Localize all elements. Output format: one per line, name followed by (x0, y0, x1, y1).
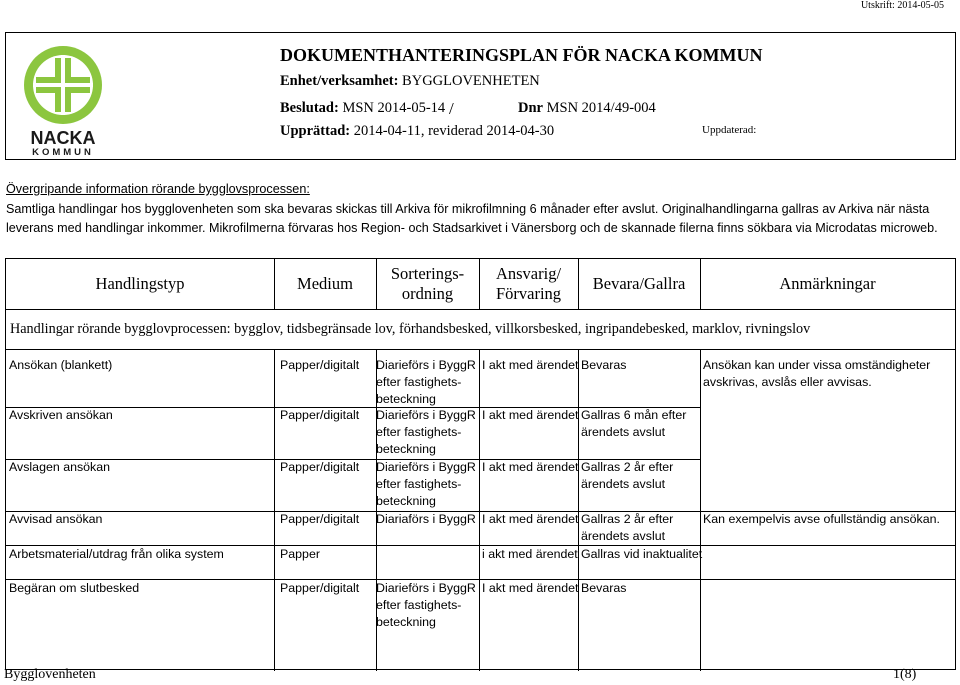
row-5-resp: I akt med ärendet (482, 581, 579, 595)
header-ansvarig-l2: Förvaring (495, 284, 562, 303)
row-2-sort-l1: Diarieförs i ByggR (376, 460, 476, 474)
document-title: DOKUMENTHANTERINGSPLAN FÖR NACKA KOMMUN (280, 45, 763, 65)
intro-line-1: Samtliga handlingar hos bygglovenheten som ska bevaras skickas till Arkiva för mikrofilmning 6 månader efter avslut. Originalhandlingarna gallras av Arkiva när nästa (6, 201, 930, 216)
row-0-resp: I akt med ärendet (482, 358, 579, 372)
created-label: Upprättad: (280, 123, 351, 139)
row-0-notes-l1: Ansökan kan under vissa omständigheter (703, 358, 931, 372)
row-3-notes: Kan exempelvis avse ofullständig ansökan. (703, 512, 940, 526)
row-3-keep (581, 511, 673, 545)
row-1-keep-l1: Gallras 6 mån efter (581, 408, 687, 422)
row-1-keep-l2: ärendets avslut (581, 425, 666, 439)
row-2-keep-l1: Gallras 2 år efter (581, 460, 674, 474)
row-1-type: Avskriven ansökan (9, 408, 113, 422)
header-ansvarig (479, 259, 578, 309)
intro-text (6, 180, 956, 239)
footer-page-number: 1(8) (893, 667, 917, 682)
unit-line (280, 73, 540, 90)
row-2-type: Avslagen ansökan (9, 460, 111, 474)
row-2-resp: I akt med ärendet (482, 460, 579, 474)
document-table (5, 258, 956, 670)
row-0-notes (703, 357, 930, 391)
row-5-sort-l2: efter fastighets- (376, 598, 462, 612)
row-1-sort (376, 407, 476, 458)
row-0-keep: Bevaras (581, 358, 627, 372)
row-0-sort-l1: Diarieförs i ByggR (376, 358, 476, 372)
row-5-sort-l3: beteckning (376, 615, 436, 629)
row-3-keep-l1: Gallras 2 år efter (581, 512, 674, 526)
row-2-medium: Papper/digitalt (280, 460, 360, 474)
row-2-sort-l3: beteckning (376, 494, 436, 508)
header-bevara-gallra: Bevara/Gallra (592, 274, 686, 293)
row-2-sort-l2: efter fastighets- (376, 477, 462, 491)
document-header (5, 32, 956, 160)
row-4-type: Arbetsmaterial/utdrag från olika system (9, 547, 224, 561)
row-1-sort-l1: Diarieförs i ByggR (376, 408, 476, 422)
row-1-resp: I akt med ärendet (482, 408, 579, 422)
header-anmarkningar: Anmärkningar (779, 274, 876, 293)
intro-heading: Övergripande information rörande bygglovsprocessen: (6, 182, 310, 196)
row-5-type: Begäran om slutbesked (9, 581, 140, 595)
footer-left: Bygglovenheten (4, 667, 96, 682)
logo-text-bottom: KOMMUN (32, 147, 94, 155)
row-3-sort: Diariaförs i ByggR (376, 512, 476, 526)
row-5-sort (376, 580, 476, 631)
row-5-medium: Papper/digitalt (280, 581, 360, 595)
nacka-kommun-logo (20, 43, 106, 155)
row-4-medium: Papper (280, 547, 320, 561)
row-0-medium: Papper/digitalt (280, 358, 360, 372)
dnr-value: MSN 2014/49-004 (546, 100, 656, 116)
row-2-keep (581, 459, 673, 493)
row-0-sort (376, 357, 476, 408)
unit-label: Enhet/verksamhet: (280, 73, 399, 89)
row-2-keep-l2: ärendets avslut (581, 477, 666, 491)
header-sortering-l2: ordning (401, 284, 454, 303)
logo-text-top: NACKA (30, 128, 96, 148)
header-ansvarig-l1: Ansvarig/ (495, 264, 562, 283)
row-0-type: Ansökan (blankett) (9, 358, 113, 372)
header-medium: Medium (297, 274, 353, 293)
updated-label: Uppdaterad: (702, 124, 757, 136)
header-sortering-l1: Sorterings- (390, 264, 465, 283)
decided-line (280, 100, 445, 117)
dnr-label: Dnr (518, 100, 543, 116)
decided-value: MSN 2014-05-14 (342, 100, 446, 116)
row-4-resp: i akt med ärendet (482, 547, 578, 561)
row-4-keep: Gallras vid inaktualitet (581, 547, 703, 561)
dnr-line (518, 100, 656, 117)
decided-slash: / (449, 99, 454, 118)
created-line (280, 123, 554, 140)
row-1-sort-l3: beteckning (376, 442, 436, 456)
header-handlingstyp: Handlingstyp (95, 274, 185, 293)
decided-label: Beslutad: (280, 100, 339, 116)
section-heading: Handlingar rörande bygglovprocessen: bygglov, tidsbegränsade lov, förhandsbesked, villkorsbesked, ingripandebesked, marklov, rivningslov (10, 321, 811, 337)
row-0-sort-l2: efter fastighets- (376, 375, 462, 389)
row-1-medium: Papper/digitalt (280, 408, 360, 422)
row-2-sort (376, 459, 476, 510)
row-3-type: Avvisad ansökan (9, 512, 103, 526)
row-1-sort-l2: efter fastighets- (376, 425, 462, 439)
unit-value: BYGGLOVENHETEN (402, 73, 540, 89)
row-1-keep (581, 407, 686, 441)
row-3-medium: Papper/digitalt (280, 512, 360, 526)
row-3-resp: I akt med ärendet (482, 512, 579, 526)
row-5-sort-l1: Diarieförs i ByggR (376, 581, 476, 595)
row-5-keep: Bevaras (581, 581, 627, 595)
header-sortering (376, 259, 479, 309)
intro-line-2: leverans med handlingar inkommer. Mikrofilmerna förvaras hos Region- och Stadsarkivet i Vänersborg och de skannade filerna finns sökbara via Microdatas microweb. (6, 221, 938, 235)
row-0-sort-l3: beteckning (376, 392, 436, 406)
row-3-keep-l2: ärendets avslut (581, 529, 666, 543)
row-0-notes-l2: avskrivas, avslås eller avvisas. (703, 375, 872, 389)
print-date: Utskrift: 2014-05-05 (860, 0, 944, 11)
created-value: 2014-04-11, reviderad 2014-04-30 (353, 123, 555, 139)
